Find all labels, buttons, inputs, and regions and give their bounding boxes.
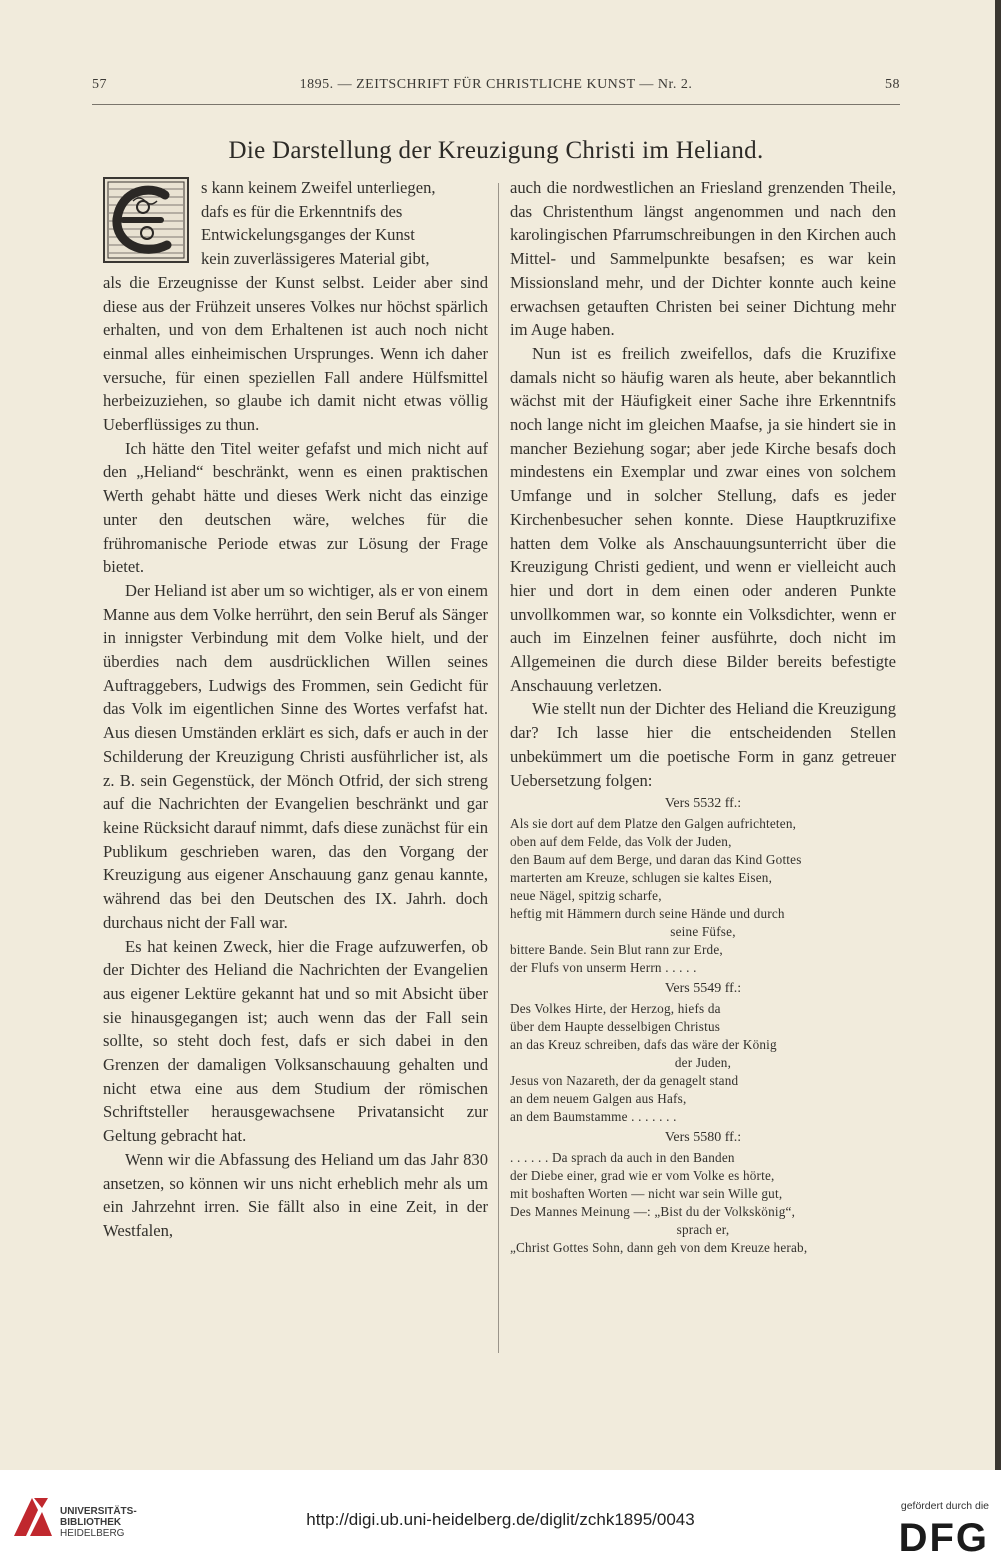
verse-line: neue Nägel, spitzig scharfe, <box>510 888 662 904</box>
drop-cap-line: Entwickelungsganges der Kunst <box>201 225 415 245</box>
paragraph: Ich hätte den Titel weiter gefafst und mich nicht auf den „Heliand“ beschränkt, wenn es einen praktischen Werth gehabt hätte und dieses Werk nicht das einzige unter den deutschen wäre, welches für die frühromanische Periode etwas zur Lösung der Frage bietet. <box>103 438 488 577</box>
page-number-left: 57 <box>92 77 107 92</box>
dfg-logo: DFG <box>898 1516 989 1560</box>
paragraph: Nun ist es freilich zweifellos, dafs die Kruzifixe damals nicht so häufig waren als heute, aber bekanntlich wächst mit der Häufigkeit einer Sache ihre Erkenntnifs noch lange nicht im gleichen Maafse, ja sie hindert sie in mancher Beziehung sogar; aber jede Kirche besafs doch mindestens ein Exemplar und zwar eines von solchem Umfange und in solcher Stellung, dafs es jeder Kirchenbesucher sehen konnte. Diese Hauptkruzifixe hatten dem Volke als Anschauungsunterricht über die Kreuzigung Christi gedient, und wenn er vielleicht auch hier und dort in dem einen oder anderen Punkte unvollkommen war, so konnte ein Volksdichter, wenn er auch im Einzelnen feiner ausführte, doch nicht im Allgemeinen die durch diese Bilder bereits befestigte Anschauung verletzen. <box>510 343 896 695</box>
library-line: UNIVERSITÄTS- <box>60 1506 137 1517</box>
paragraph: Der Heliand ist aber um so wichtiger, als er von einem Manne aus dem Volke herrührt, den sein Beruf als Sänger in innigster Verbindung mit dem Volke hielt, und der überdies nach dem ausdrücklichen Willen seines Auftraggebers, Ludwigs des Frommen, sein Gedicht für das Volk im eigentlichen Sinne des Wortes verfafst hat. Aus diesen Umständen erklärt es sich, dafs er auch in der Schilderung der Kreuzigung Christi ausführlicher ist, als z. B. sein Gegenstück, der Mönch Otfrid, der sich streng auf die Nachrichten der Evangelien beschränkt und gar keine Rücksicht darauf nimmt, dafs diese zunächst für ein Publikum geschrieben waren, das den Vorgang der Kreuzigung aus eigener Anschauung ganz genau kannte, während das bei den Deutschen des IX. Jahrh. doch durchaus nicht der Fall war. <box>103 580 488 932</box>
verse-line: marterten am Kreuze, schlugen sie kaltes Eisen, <box>510 870 773 886</box>
article-title: Die Darstellung der Kreuzigung Christi im Heliand. <box>228 137 764 164</box>
verse-line: sprach er, <box>676 1222 730 1238</box>
verse-line: heftig mit Hämmern durch seine Hände und durch <box>510 906 785 922</box>
verse-line: mit boshaften Worten — nicht war sein Wille gut, <box>510 1186 783 1202</box>
paragraph: auch die nordwestlichen an Friesland grenzenden Theile, das Christenthum längst angenommen und nach den karolingischen Pfarrumschreibungen in den Kirchen auch Mittel- und Sammelpunkte besafsen; es war kein Missionsland mehr, und der Dichter konnte auch keine erwachsen getauften Christen bei seiner Dichtung mehr im Auge haben. <box>510 178 896 340</box>
verse-reference: Vers 5532 ff.: <box>664 796 742 812</box>
column-divider <box>498 183 499 1353</box>
verse-line: den Baum auf dem Berge, und daran das Kind Gottes <box>510 852 802 868</box>
digitization-footer <box>0 1470 1001 1565</box>
drop-cap-line: s kann keinem Zweifel unterliegen, <box>201 178 436 197</box>
verse-line: Jesus von Nazareth, der da genagelt stand <box>510 1073 739 1089</box>
paragraph: Wenn wir die Abfassung des Heliand um das Jahr 830 ansetzen, so können wir uns nicht erheblich mehr als um ein Jahrzehnt irren. Sie fällt also in eine Zeit, in der Westfalen, <box>103 1149 488 1240</box>
funding-note: gefördert durch die <box>900 1500 989 1512</box>
verse-line: „Christ Gottes Sohn, dann geh von dem Kreuze herab, <box>510 1240 808 1256</box>
verse-line: Des Volkes Hirte, der Herzog, hiefs da <box>510 1001 721 1017</box>
verse-line: der Flufs von unserm Herrn . . . . . <box>510 960 697 976</box>
verse-line: seine Füfse, <box>670 924 736 940</box>
verse-reference: Vers 5549 ff.: <box>664 981 742 997</box>
verse-line: . . . . . . Da sprach da auch in den Banden <box>510 1150 735 1166</box>
verse-line: über dem Haupte desselbigen Christus <box>510 1019 721 1035</box>
verse-line: an das Kreuz schreiben, dafs das wäre der König <box>510 1037 777 1053</box>
page-edge <box>995 0 1001 1470</box>
verse-line: Als sie dort auf dem Platze den Galgen aufrichteten, <box>510 816 797 832</box>
verse-line: an dem neuem Galgen aus Hafs, <box>510 1091 687 1107</box>
library-line: HEIDELBERG <box>60 1528 125 1539</box>
library-line: BIBLIOTHEK <box>60 1517 122 1528</box>
permalink-url[interactable]: http://digi.ub.uni-heidelberg.de/diglit/zchk1895/0043 <box>306 1510 695 1529</box>
verse-line: der Diebe einer, grad wie er vom Volke es hörte, <box>510 1168 775 1184</box>
verse-line: an dem Baumstamme . . . . . . . <box>510 1109 677 1125</box>
header-rule <box>92 104 900 105</box>
page-number-right: 58 <box>885 77 900 92</box>
paragraph: als die Erzeugnisse der Kunst selbst. Leider aber sind diese aus der Frühzeit unseres Volkes nur höchst spärlich erhalten, und von dem Erhaltenen ist auch noch nicht einmal alles einheimischen Ursprunges. Wenn ich daher versuche, für einen speziellen Fall andere Hülfsmittel herbeizuziehen, so glaube ich damit nicht etwas völlig Ueberflüssiges zu thun. <box>103 272 488 435</box>
left-column <box>103 176 488 1243</box>
verse-line: oben auf dem Felde, das Volk der Juden, <box>510 834 732 850</box>
drop-cap-line: dafs es für die Erkenntnifs des <box>201 201 403 221</box>
verse-line: Des Mannes Meinung —: „Bist du der Volkskönig“, <box>510 1204 796 1220</box>
drop-cap-line: kein zuverlässigeres Material gibt, <box>201 249 430 269</box>
verse-line: der Juden, <box>674 1055 732 1071</box>
journal-header: 1895. — ZEITSCHRIFT FÜR CHRISTLICHE KUNST — Nr. 2. <box>299 77 693 92</box>
right-column <box>510 176 896 1257</box>
paragraph: Es hat keinen Zweck, hier die Frage aufzuwerfen, ob der Dichter des Heliand die Nachrichten der Evangelien aus eigener Lektüre gekannt hat und so mit Absicht über sie hinausgegangen ist; auch wenn das der Fall sein sollte, so steht doch fest, dafs er sich dabei in den Grenzen der damaligen Volksanschauung gehalten und nicht etwa eine aus dem Studium der römischen Schriftsteller herausgewachsene Privatansicht zur Geltung gebracht hat. <box>103 936 488 1146</box>
paragraph: Wie stellt nun der Dichter des Heliand die Kreuzigung dar? Ich lasse hier die entscheidenden Stellen unbekümmert um die poetische Form in ganz getreuer Uebersetzung folgen: <box>510 699 896 790</box>
running-header <box>92 77 900 99</box>
verse-line: bittere Bande. Sein Blut rann zur Erde, <box>510 942 723 958</box>
verse-reference: Vers 5580 ff.: <box>664 1130 742 1146</box>
